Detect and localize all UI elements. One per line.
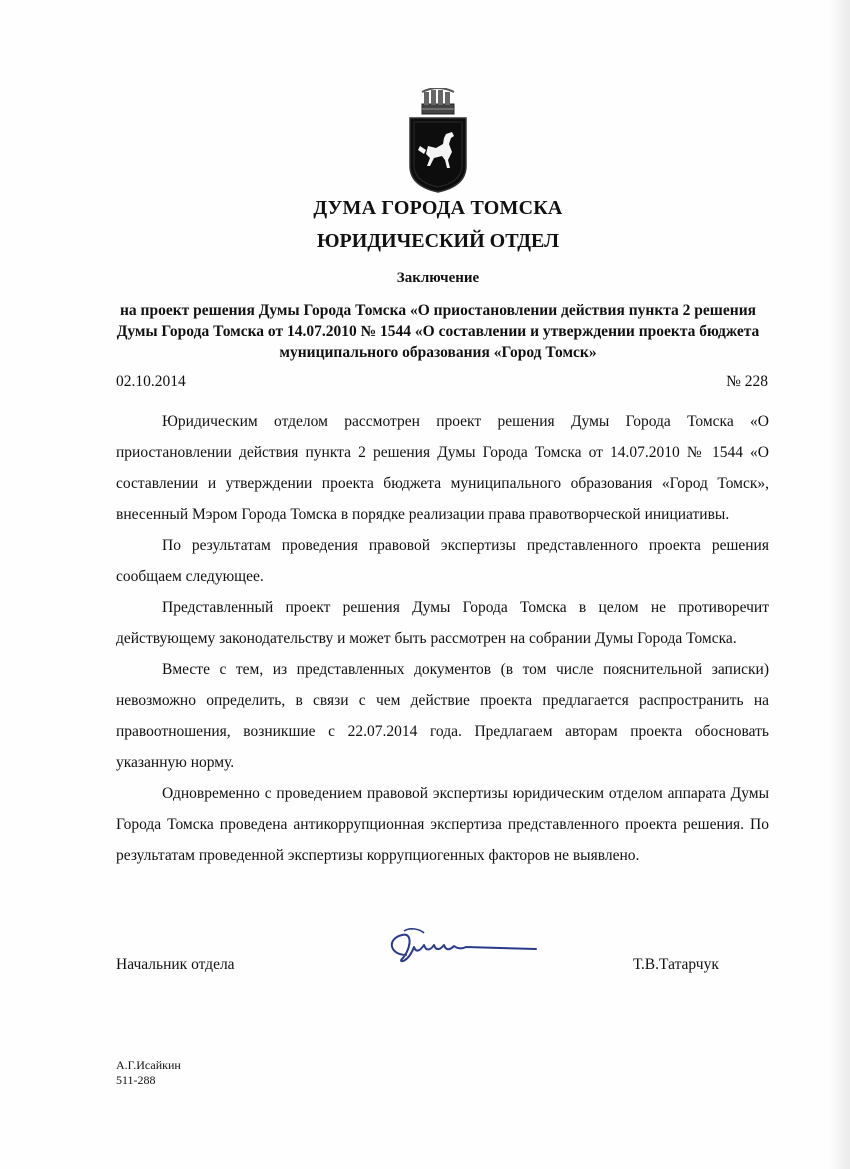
handwritten-signature — [380, 925, 540, 967]
document-subject: на проект решения Думы Города Томска «О приостановлении действия пункта 2 решения Думы Города Томска от 14.07.2010 № 1544 «О составлении и утверждении проекта бюджета муниципального образования «Город Томск» — [116, 302, 760, 361]
document-number: № 228 — [726, 373, 768, 390]
executor-name: А.Г.Исайкин — [116, 1058, 181, 1072]
paragraph: Представленный проект решения Думы Города Томска в целом не противоречит действующему законодательству и может быть рассмотрен на собрании Думы Города Томска. — [116, 599, 769, 647]
paragraph: Вместе с тем, из представленных документов (в том числе пояснительной записки) невозможно определить, в связи с чем действие проекта предлагается распространить на правоотношения, возникшие с 22.07.2014 года. Предлагаем авторам проекта обосновать указанную норму. — [116, 661, 769, 771]
crown-icon — [422, 88, 454, 114]
scan-edge-shadow — [828, 0, 850, 1169]
signatory-position: Начальник отдела — [116, 956, 235, 973]
document-body — [116, 406, 769, 871]
document-type: Заключение — [396, 270, 480, 286]
executor-phone: 511-288 — [116, 1073, 156, 1087]
paragraph: Юридическим отделом рассмотрен проект решения Думы Города Томска «О приостановлении действия пункта 2 решения Думы Города Томска от 14.07.2010 № 1544 «О составлении и утверждении проекта бюджета муниципального образования «Город Томск», внесенный Мэром Города Томска в порядке реализации права правотворческой инициативы. — [116, 413, 769, 523]
organization-title: ДУМА ГОРОДА ТОМСКА — [313, 197, 563, 219]
document-date: 02.10.2014 — [116, 373, 186, 390]
signatory-name: Т.В.Татарчук — [633, 956, 719, 973]
paragraph: По результатам проведения правовой экспертизы представленного проекта решения сообщаем следующее. — [116, 537, 769, 585]
executor-info — [116, 1058, 181, 1088]
paragraph: Одновременно с проведением правовой экспертизы юридическим отделом аппарата Думы Города Томска проведена антикоррупционная экспертиза представленного проекта решения. По результатам проведенной экспертизы коррупциогенных факторов не выявлено. — [116, 785, 769, 864]
department-title: ЮРИДИЧЕСКИЙ ОТДЕЛ — [316, 230, 560, 252]
tomsk-coat-of-arms-icon — [402, 88, 474, 196]
